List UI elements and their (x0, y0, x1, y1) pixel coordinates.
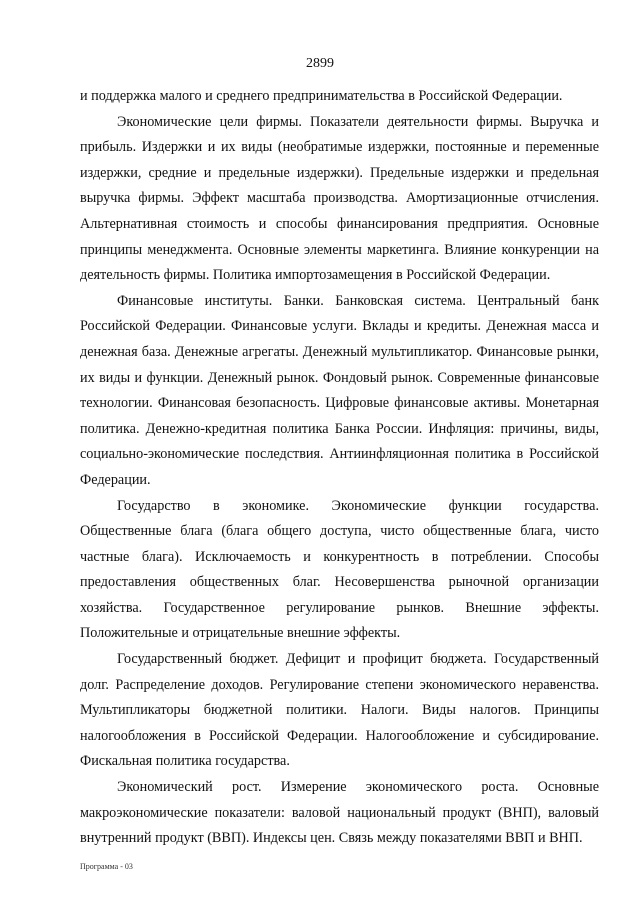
paragraph-economic-growth: Экономический рост. Измерение экономического роста. Основные макроэкономические показатели: валовой национальный продукт (ВНП), валовый внутренний продукт (ВВП). Индексы цен. Связь между показателями ВВП и ВНП. (80, 779, 599, 847)
body-text (80, 84, 599, 852)
paragraph-continuation: и поддержка малого и среднего предпринимательства в Российской Федерации. (80, 88, 563, 104)
paragraph-state-in-economy: Государство в экономике. Экономические функции государства. Общественные блага (блага общего доступа, чисто общественные блага, чисто частные блага). Исключаемость и конкурентность в потреблении. Способы предоставления общественных благ. Несовершенства рыночной организации хозяйства. Государственное регулирование рынков. Внешние эффекты. Положительные и отрицательные внешние эффекты. (80, 497, 599, 642)
page-number: 2899 (306, 56, 334, 71)
paragraph-financial-institutions: Финансовые институты. Банки. Банковская система. Центральный банк Российской Федерации. Финансовые услуги. Вклады и кредиты. Денежная масса и денежная база. Денежные агрегаты. Денежный мультипликатор. Финансовые рынки, их виды и функции. Денежный рынок. Фондовый рынок. Современные финансовые технологии. Финансовая безопасность. Цифровые финансовые активы. Монетарная политика. Денежно-кредитная политика Банка России. Инфляция: причины, виды, социально-экономические последствия. Антиинфляционная политика в Российской Федерации. (80, 292, 599, 488)
paragraph-firm-economics: Экономические цели фирмы. Показатели деятельности фирмы. Выручка и прибыль. Издержки и их виды (необратимые издержки, постоянные и переменные издержки, средние и предельные издержки). Предельные издержки и предельная выручка фирмы. Эффект масштаба производства. Амортизационные отчисления. Альтернативная стоимость и способы финансирования предприятия. Основные принципы менеджмента. Основные элементы маркетинга. Влияние конкуренции на деятельность фирмы. Политика импортозамещения в Российской Федерации. (80, 113, 599, 284)
page-footer: Программа - 03 (80, 862, 133, 871)
paragraph-state-budget: Государственный бюджет. Дефицит и профицит бюджета. Государственный долг. Распределение доходов. Регулирование степени экономического неравенства. Мультипликаторы бюджетной политики. Налоги. Виды налогов. Принципы налогообложения в Российской Федерации. Налогообложение и субсидирование. Фискальная политика государства. (80, 651, 599, 770)
